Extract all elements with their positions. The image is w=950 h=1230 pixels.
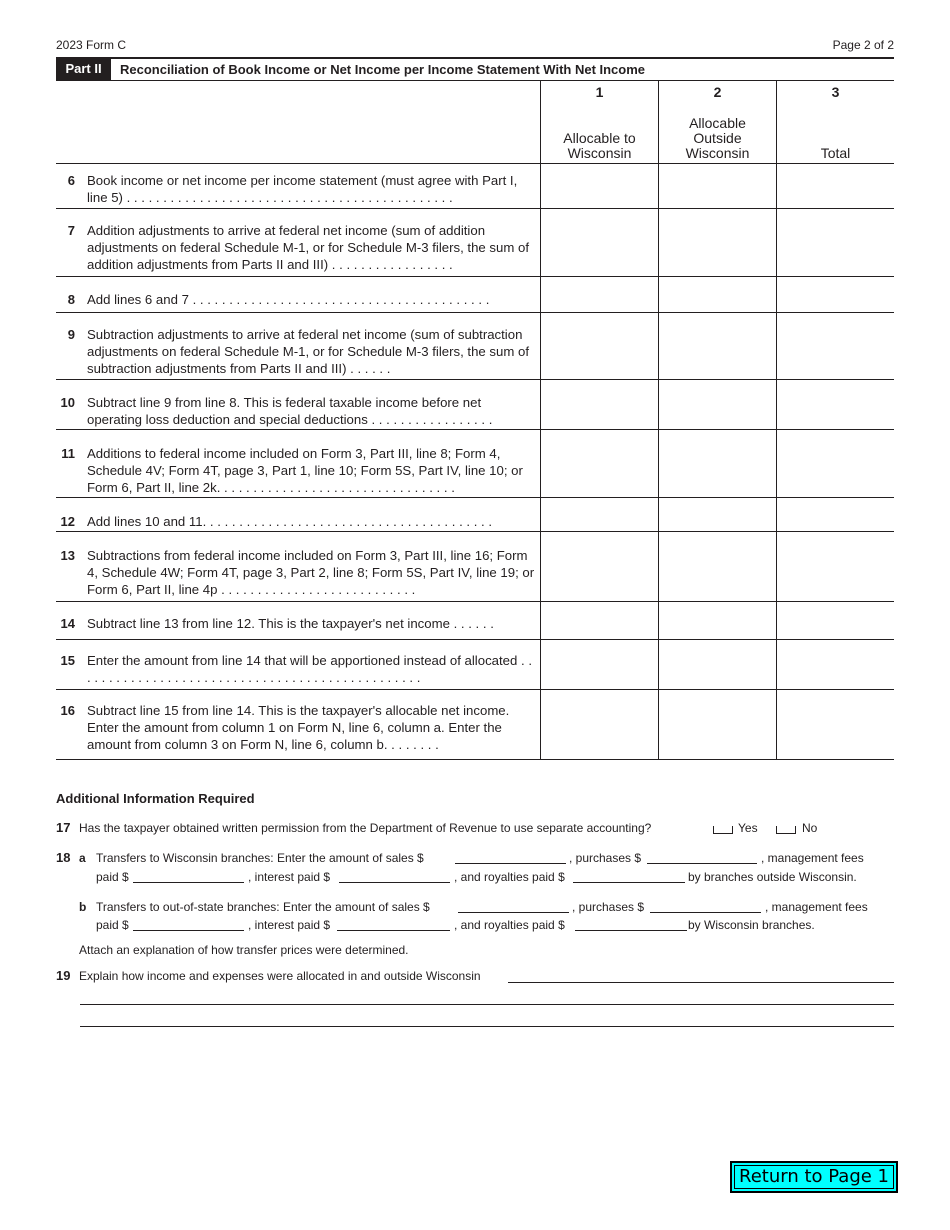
q18a-royalties-label: , and royalties paid $ — [454, 870, 565, 884]
q19-number: 19 — [56, 968, 71, 983]
line-15-col1-input[interactable] — [540, 640, 658, 689]
q17-yes-label: Yes — [738, 821, 758, 835]
column-header-3: 3 Total — [776, 81, 894, 164]
q18a-interest-input[interactable] — [339, 869, 450, 883]
additional-info-title: Additional Information Required — [56, 791, 255, 806]
line-8-col2-input[interactable] — [658, 277, 776, 312]
line-6-col1-input[interactable] — [540, 164, 658, 208]
line-14-col2-input[interactable] — [658, 602, 776, 639]
q18a-letter: a — [79, 851, 86, 865]
line-8-col1-input[interactable] — [540, 277, 658, 312]
q18a-end-label: by branches outside Wisconsin. — [688, 870, 857, 884]
q18-number: 18 — [56, 850, 71, 865]
page-number: Page 2 of 2 — [832, 38, 894, 52]
q18a-purchases-input[interactable] — [647, 850, 757, 864]
line-14-col1-input[interactable] — [540, 602, 658, 639]
q18b-royalties-label: , and royalties paid $ — [454, 918, 565, 932]
line-6-row: 6 Book income or net income per income statement (must agree with Part I, line 5) . . . . . . . . . . . . . . . . . . . . . . . . . . . . . . . . . . . . . . . . . . . . . — [56, 164, 894, 209]
q17-number: 17 — [56, 820, 71, 835]
q18a-mgmt-fees-input[interactable] — [133, 869, 244, 883]
line-12-col2-input[interactable] — [658, 498, 776, 531]
q19-input-line-1[interactable] — [508, 969, 894, 983]
q18a-paid-label: paid $ — [96, 870, 129, 884]
q18b-purchases-label: , purchases $ — [572, 900, 645, 914]
q18b-mgmt-label: , management fees — [765, 900, 868, 914]
q17-yes-checkbox[interactable] — [713, 826, 733, 834]
line-6-col3-input[interactable] — [776, 164, 894, 208]
q18a-mgmt-label: , management fees — [761, 851, 864, 865]
line-15-col3-input[interactable] — [776, 640, 894, 689]
q18b-interest-input[interactable] — [337, 917, 450, 931]
line-8-row: 8 Add lines 6 and 7 . . . . . . . . . . . . . . . . . . . . . . . . . . . . . . . . . . . . . . . . . — [56, 277, 894, 313]
line-6-col2-input[interactable] — [658, 164, 776, 208]
line-15-col2-input[interactable] — [658, 640, 776, 689]
column-header-2: 2 Allocable Outside Wisconsin — [658, 81, 776, 164]
line-12-row: 12 Add lines 10 and 11. . . . . . . . . . . . . . . . . . . . . . . . . . . . . . . . . . . . . . . . — [56, 498, 894, 532]
line-8-col3-input[interactable] — [776, 277, 894, 312]
line-10-col3-input[interactable] — [776, 380, 894, 429]
return-to-page-1-button[interactable]: Return to Page 1 — [730, 1161, 898, 1193]
q17-text: Has the taxpayer obtained written permission from the Department of Revenue to use separate accounting? — [79, 821, 652, 835]
line-11-col2-input[interactable] — [658, 430, 776, 497]
line-9-row: 9 Subtraction adjustments to arrive at federal net income (sum of subtraction adjustments on federal Schedule M-1, or for Schedule M-3 filers, the sum of subtraction adjustments from Parts II and III) . . . . . . — [56, 313, 894, 380]
line-14-col3-input[interactable] — [776, 602, 894, 639]
q18b-sales-input[interactable] — [458, 899, 569, 913]
line-9-col3-input[interactable] — [776, 313, 894, 379]
line-10-col1-input[interactable] — [540, 380, 658, 429]
part-header — [56, 57, 894, 81]
line-11-row: 11 Additions to federal income included on Form 3, Part III, line 8; Form 4, Schedule 4V; Form 4T, page 3, Part 1, line 10; Form 5S, Part IV, line 10; or Form 6, Part II, line 2k. . . . . . . . . . . . . . . . . . . . . . . . . . . . . . . . . — [56, 430, 894, 498]
line-15-row: 15 Enter the amount from line 14 that will be apportioned instead of allocated . . . . . . . . . . . . . . . . . . . . . . . . . . . . . . . . . . . . . . . . . . . . . . . . — [56, 640, 894, 690]
line-16-col2-input[interactable] — [658, 690, 776, 759]
q18a-purchases-label: , purchases $ — [569, 851, 642, 865]
line-11-col1-input[interactable] — [540, 430, 658, 497]
column-header-row — [56, 81, 894, 164]
reconciliation-table — [56, 81, 894, 760]
q18a-royalties-input[interactable] — [573, 869, 685, 883]
q18b-sales-label: Transfers to out-of-state branches: Enter the amount of sales $ — [96, 900, 430, 914]
line-9-col2-input[interactable] — [658, 313, 776, 379]
q18b-end-label: by Wisconsin branches. — [688, 918, 815, 932]
line-9-col1-input[interactable] — [540, 313, 658, 379]
line-10-col2-input[interactable] — [658, 380, 776, 429]
q18a-sales-input[interactable] — [455, 850, 566, 864]
q18a-sales-label: Transfers to Wisconsin branches: Enter the amount of sales $ — [96, 851, 424, 865]
line-12-col3-input[interactable] — [776, 498, 894, 531]
line-11-col3-input[interactable] — [776, 430, 894, 497]
q18b-interest-label: , interest paid $ — [248, 918, 331, 932]
line-13-row: 13 Subtractions from federal income included on Form 3, Part III, line 16; Form 4, Schedule 4W; Form 4T, page 3, Part 2, line 8; Form 5S, Part IV, line 19; or Form 6, Part II, line 4p . . . . . . . . . . . . . . . . . . . . . . . . . . . — [56, 532, 894, 602]
part-title: Reconciliation of Book Income or Net Income per Income Statement With Net Income — [120, 62, 646, 77]
q18b-letter: b — [79, 900, 87, 914]
q17-no-label: No — [802, 821, 818, 835]
line-10-row: 10 Subtract line 9 from line 8. This is federal taxable income before net operating loss deduction and special deductions . . . . . . . . . . . . . . . . . — [56, 380, 894, 430]
line-7-col3-input[interactable] — [776, 209, 894, 276]
line-12-col1-input[interactable] — [540, 498, 658, 531]
line-13-col3-input[interactable] — [776, 532, 894, 601]
q18b-purchases-input[interactable] — [650, 899, 761, 913]
q19-input-line-3[interactable] — [80, 1026, 894, 1027]
form-id: 2023 Form C — [56, 38, 127, 52]
line-14-row: 14 Subtract line 13 from line 12. This is the taxpayer's net income . . . . . . — [56, 602, 894, 640]
line-13-col2-input[interactable] — [658, 532, 776, 601]
q19-input-line-2[interactable] — [80, 1004, 894, 1005]
q18b-paid-label: paid $ — [96, 918, 129, 932]
line-7-col2-input[interactable] — [658, 209, 776, 276]
q19-text: Explain how income and expenses were allocated in and outside Wisconsin — [79, 969, 481, 983]
line-16-row: 16 Subtract line 15 from line 14. This is the taxpayer's allocable net income. Enter the amount from column 1 on Form N, line 6, column a. Enter the amount from column 3 on Form N, line 6, column b. . . . . . . . — [56, 690, 894, 760]
q18a-interest-label: , interest paid $ — [248, 870, 331, 884]
q17-no-checkbox[interactable] — [776, 826, 796, 834]
line-16-col3-input[interactable] — [776, 690, 894, 759]
q18b-royalties-input[interactable] — [575, 917, 687, 931]
line-16-col1-input[interactable] — [540, 690, 658, 759]
q18b-mgmt-fees-input[interactable] — [133, 917, 244, 931]
column-header-1: 1 Allocable to Wisconsin — [540, 81, 658, 164]
part-label: Part II — [56, 57, 111, 81]
q18-note: Attach an explanation of how transfer prices were determined. — [79, 943, 409, 957]
line-7-col1-input[interactable] — [540, 209, 658, 276]
line-7-row: 7 Addition adjustments to arrive at federal net income (sum of addition adjustments on federal Schedule M-1, or for Schedule M-3 filers, the sum of addition adjustments from Parts II and III) . . . . . . . . . . . . . . . . . — [56, 209, 894, 277]
line-13-col1-input[interactable] — [540, 532, 658, 601]
